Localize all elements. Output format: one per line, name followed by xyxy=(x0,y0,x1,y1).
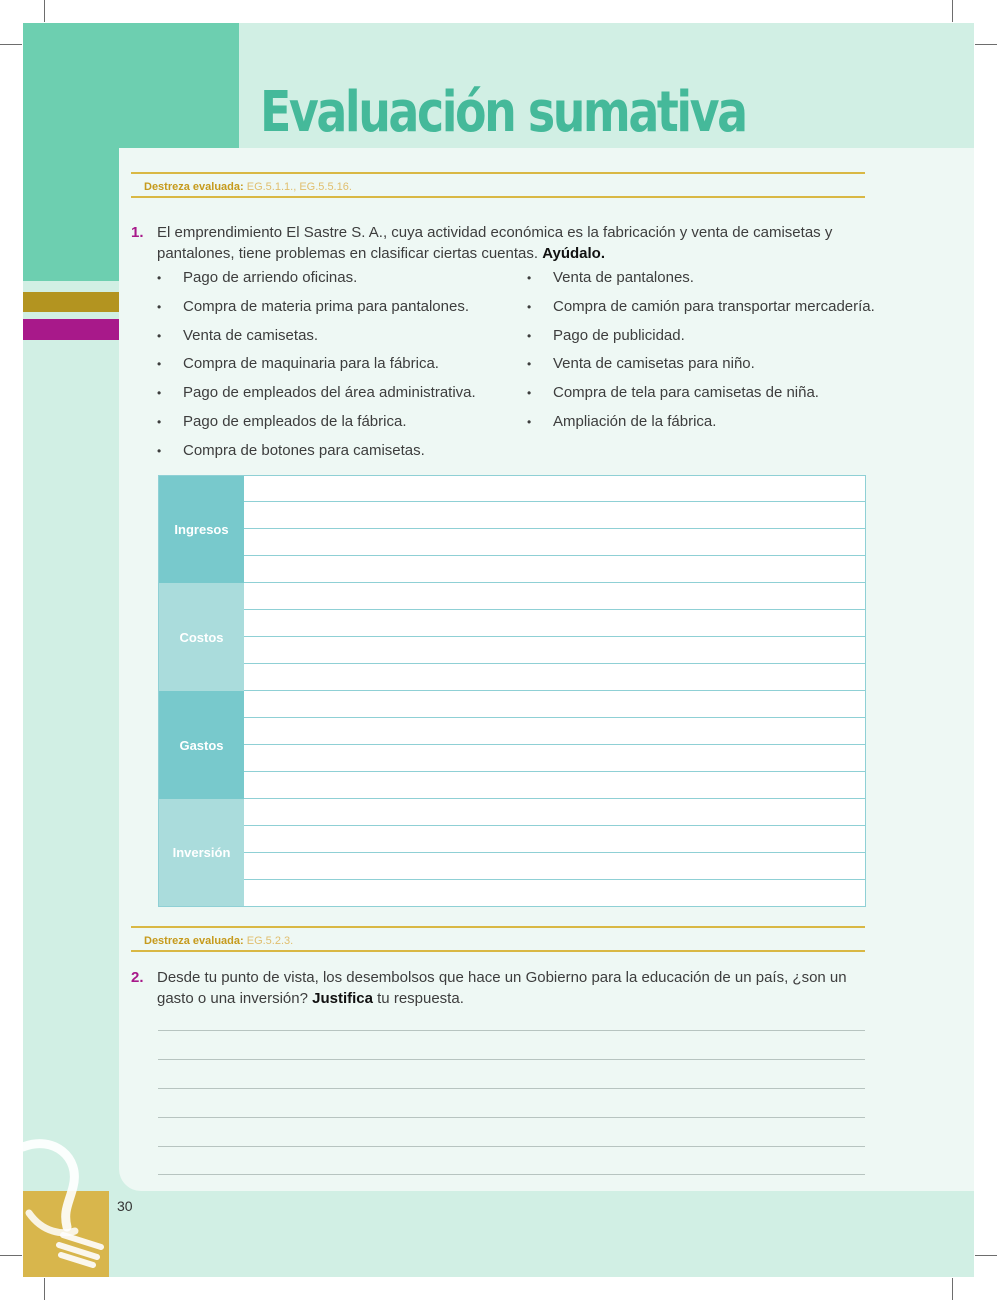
category-costos: Costos xyxy=(159,583,244,691)
list-item: • Pago de publicidad. xyxy=(527,325,875,354)
crop-mark xyxy=(44,1278,45,1300)
list-item: • Ampliación de la fábrica. xyxy=(527,411,875,440)
crop-mark xyxy=(975,44,997,45)
crop-mark xyxy=(952,1278,953,1300)
list-item: • Venta de camisetas. xyxy=(157,325,476,354)
question-text xyxy=(157,222,867,264)
skill-codes: EG.5.1.1., EG.5.5.16. xyxy=(246,181,352,193)
row-line xyxy=(244,582,865,583)
olive-stripe xyxy=(23,292,119,312)
crop-mark xyxy=(0,44,22,45)
row-line xyxy=(244,609,865,610)
skill-bar xyxy=(131,926,865,952)
crop-mark xyxy=(975,1255,997,1256)
skill-label: Destreza evaluada: xyxy=(144,181,244,193)
answer-line[interactable] xyxy=(158,1059,865,1060)
row-line xyxy=(244,825,865,826)
row-line xyxy=(244,555,865,556)
list-item: • Compra de maquinaria para la fábrica. xyxy=(157,353,476,382)
account-list-left xyxy=(157,267,476,469)
row-line xyxy=(244,690,865,691)
row-line xyxy=(244,852,865,853)
question-text xyxy=(157,967,867,1009)
list-item: • Pago de arriendo oficinas. xyxy=(157,267,476,296)
category-inversion: Inversión xyxy=(159,799,244,906)
question-prompt-end: tu respuesta. xyxy=(377,990,464,1007)
skill-codes: EG.5.2.3. xyxy=(246,935,294,947)
row-line xyxy=(244,879,865,880)
answer-line[interactable] xyxy=(158,1117,865,1118)
row-line xyxy=(244,501,865,502)
question-number: 2. xyxy=(131,969,144,986)
answer-line[interactable] xyxy=(158,1146,865,1147)
page-title: Evaluación sumativa xyxy=(260,80,746,145)
list-item: • Compra de materia prima para pantalones. xyxy=(157,296,476,325)
lightbulb-icon xyxy=(23,1135,113,1275)
list-item: • Compra de camión para transportar mercadería. xyxy=(527,296,875,325)
list-item: • Pago de empleados de la fábrica. xyxy=(157,411,476,440)
row-line xyxy=(244,663,865,664)
row-line xyxy=(244,771,865,772)
list-item: • Venta de camisetas para niño. xyxy=(527,353,875,382)
row-line xyxy=(244,528,865,529)
list-item: • Compra de botones para camisetas. xyxy=(157,440,476,469)
crop-mark xyxy=(0,1255,22,1256)
row-line xyxy=(244,717,865,718)
row-line xyxy=(244,744,865,745)
question-number: 1. xyxy=(131,224,144,241)
crop-mark xyxy=(44,0,45,22)
question-2 xyxy=(131,967,867,1009)
page-number: 30 xyxy=(117,1198,133,1214)
question-prompt: El emprendimiento El Sastre S. A., cuya actividad económica es la fabricación y venta de camisetas y pantalones, tiene problemas en clasificar ciertas cuentas. xyxy=(157,224,833,262)
classification-table xyxy=(158,475,866,907)
magenta-stripe xyxy=(23,319,119,340)
answer-rows[interactable] xyxy=(244,476,865,906)
answer-line[interactable] xyxy=(158,1174,865,1175)
category-ingresos: Ingresos xyxy=(159,476,244,583)
answer-line[interactable] xyxy=(158,1088,865,1089)
category-gastos: Gastos xyxy=(159,691,244,799)
skill-bar xyxy=(131,172,865,198)
row-line xyxy=(244,798,865,799)
question-instruction: Ayúdalo. xyxy=(542,245,606,262)
question-prompt: Desde tu punto de vista, los desembolsos que hace un Gobierno para la educación de un país, ¿son un gasto o una inversión? xyxy=(157,969,847,1007)
row-line xyxy=(244,636,865,637)
account-list-right xyxy=(527,267,875,440)
list-item: • Pago de empleados del área administrativa. xyxy=(157,382,476,411)
list-item: • Venta de pantalones. xyxy=(527,267,875,296)
question-1 xyxy=(131,222,867,264)
skill-label: Destreza evaluada: xyxy=(144,935,244,947)
answer-line[interactable] xyxy=(158,1030,865,1031)
crop-mark xyxy=(952,0,953,22)
question-instruction: Justifica xyxy=(312,990,373,1007)
list-item: • Compra de tela para camisetas de niña. xyxy=(527,382,875,411)
